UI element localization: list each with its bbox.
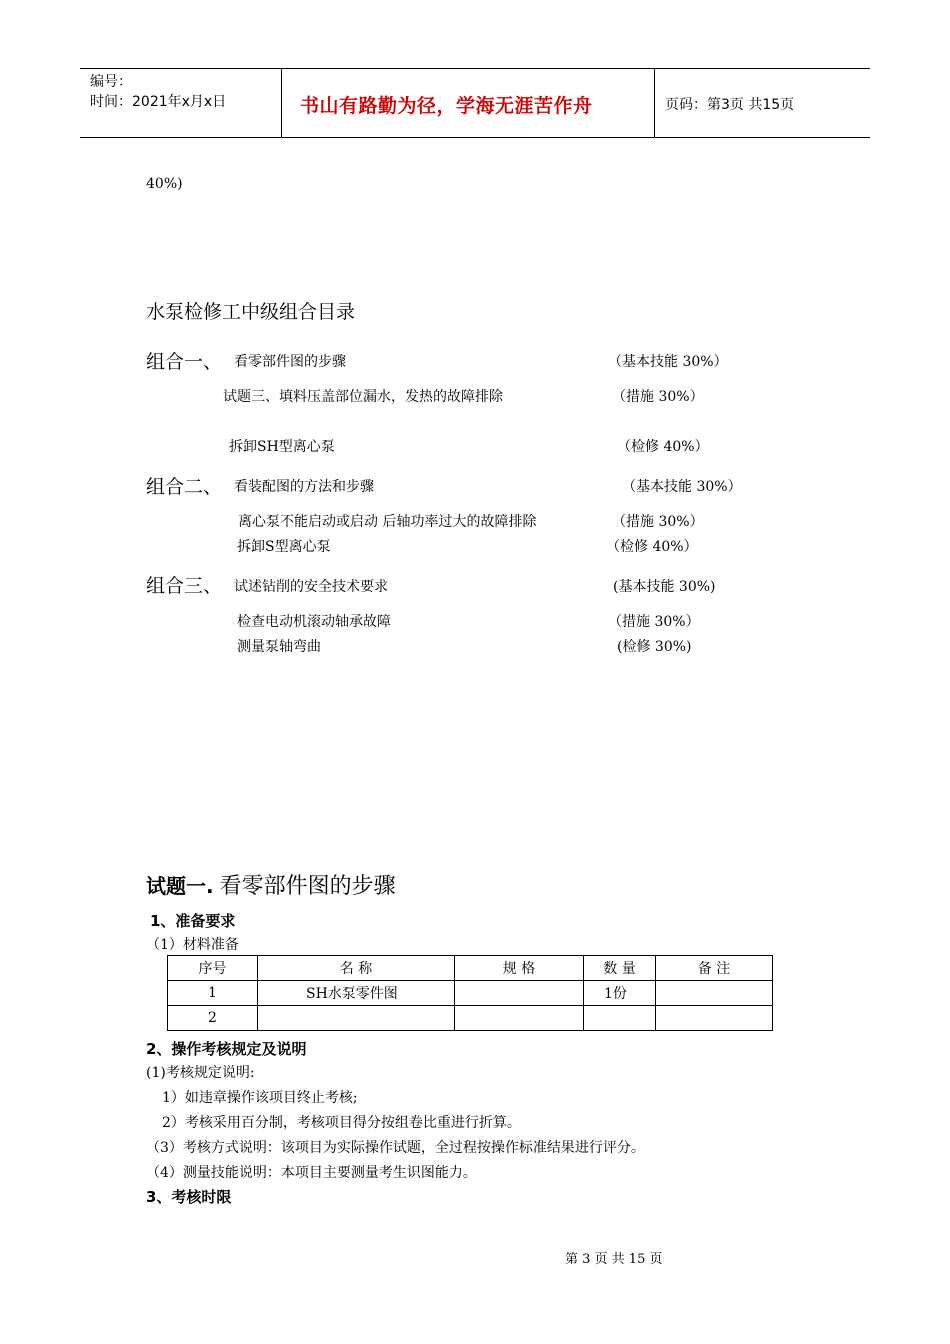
- question-title-number: 试题一.: [146, 874, 214, 898]
- group-3-item-3-tag: (检修 30%): [617, 639, 692, 655]
- group-3-label: 组合三、: [146, 575, 223, 597]
- table-header-cell: 数 量: [584, 956, 656, 981]
- header-left-block: [90, 72, 226, 112]
- question-title: [146, 869, 396, 900]
- group-1-label: 组合一、: [146, 351, 223, 373]
- rule-1: 1）如违章操作该项目终止考核;: [162, 1090, 358, 1106]
- header-number-label: 编号：: [90, 74, 132, 90]
- rule-4: （4）测量技能说明：本项目主要测量考生识图能力。: [146, 1165, 477, 1181]
- group-2-item-1: 看装配图的方法和步骤: [234, 479, 374, 495]
- group-2-item-3-tag: （检修 40%）: [606, 539, 698, 555]
- group-1-item-1: 看零部件图的步骤: [234, 354, 346, 370]
- table-cell: 1份: [584, 981, 656, 1006]
- table-cell: [656, 1006, 773, 1031]
- table-header-cell: 名 称: [258, 956, 455, 981]
- group-3-item-2-tag: （措施 30%）: [608, 614, 700, 630]
- group-1-item-1-tag: （基本技能 30%）: [608, 354, 728, 370]
- group-1-item-3-tag: （检修 40%）: [617, 439, 709, 455]
- continued-fragment: 40%): [146, 176, 183, 192]
- group-1-item-2-tag: （措施 30%）: [612, 389, 704, 405]
- rule-2: 2）考核采用百分制，考核项目得分按组卷比重进行折算。: [162, 1115, 521, 1131]
- header-divider-1: [281, 69, 282, 137]
- table-header-cell: 备 注: [656, 956, 773, 981]
- group-3-item-3: 测量泵轴弯曲: [237, 639, 321, 655]
- header-slogan: 书山有路勤为径，学海无涯苦作舟: [300, 95, 593, 117]
- table-cell: [656, 981, 773, 1006]
- table-cell: 2: [168, 1006, 258, 1031]
- header-divider-2: [654, 69, 655, 137]
- section-1-heading: 1、准备要求: [150, 912, 236, 930]
- group-2-item-1-tag: （基本技能 30%）: [622, 479, 742, 495]
- materials-table: [167, 955, 773, 1031]
- header-time-label: 时间：2021年x月x日: [90, 94, 227, 110]
- group-3-item-1-tag: (基本技能 30%): [613, 579, 716, 595]
- page-footer: 第 3 页 共 15 页: [565, 1252, 663, 1267]
- group-3-item-1: 试述钻削的安全技术要求: [234, 579, 388, 595]
- group-2-item-2-tag: （措施 30%）: [612, 514, 704, 530]
- section-3-heading: 3、考核时限: [146, 1188, 232, 1206]
- materials-subheading: （1）材料准备: [146, 937, 239, 953]
- table-cell: [584, 1006, 656, 1031]
- table-cell: [455, 1006, 584, 1031]
- group-3-item-2: 检查电动机滚动轴承故障: [237, 614, 391, 630]
- group-1-item-2: 试题三、填料压盖部位漏水，发热的故障排除: [223, 389, 503, 405]
- group-2-item-3: 拆卸S型离心泵: [237, 539, 331, 555]
- rule-3: （3）考核方式说明：该项目为实际操作试题，全过程按操作标准结果进行评分。: [146, 1140, 645, 1156]
- table-cell: [258, 1006, 455, 1031]
- table-cell: SH水泵零件图: [258, 981, 455, 1006]
- group-1-item-3: 拆卸SH型离心泵: [229, 439, 335, 455]
- table-header-cell: 规 格: [455, 956, 584, 981]
- group-2-label: 组合二、: [146, 476, 223, 498]
- table-header-row: [168, 956, 773, 981]
- table-cell: [455, 981, 584, 1006]
- table-cell: 1: [168, 981, 258, 1006]
- catalog-title: 水泵检修工中级组合目录: [146, 301, 356, 323]
- rules-intro: (1)考核规定说明:: [146, 1065, 255, 1081]
- table-header-cell: 序号: [168, 956, 258, 981]
- question-title-text: 看零部件图的步骤: [219, 874, 396, 899]
- page-header: [80, 68, 870, 138]
- header-page-info: 页码：第3页 共15页: [665, 97, 795, 113]
- group-2-item-2: 离心泵不能启动或启动 后轴功率过大的故障排除: [238, 514, 537, 530]
- section-2-heading: 2、操作考核规定及说明: [146, 1040, 307, 1058]
- table-row: [168, 981, 773, 1006]
- table-row: [168, 1006, 773, 1031]
